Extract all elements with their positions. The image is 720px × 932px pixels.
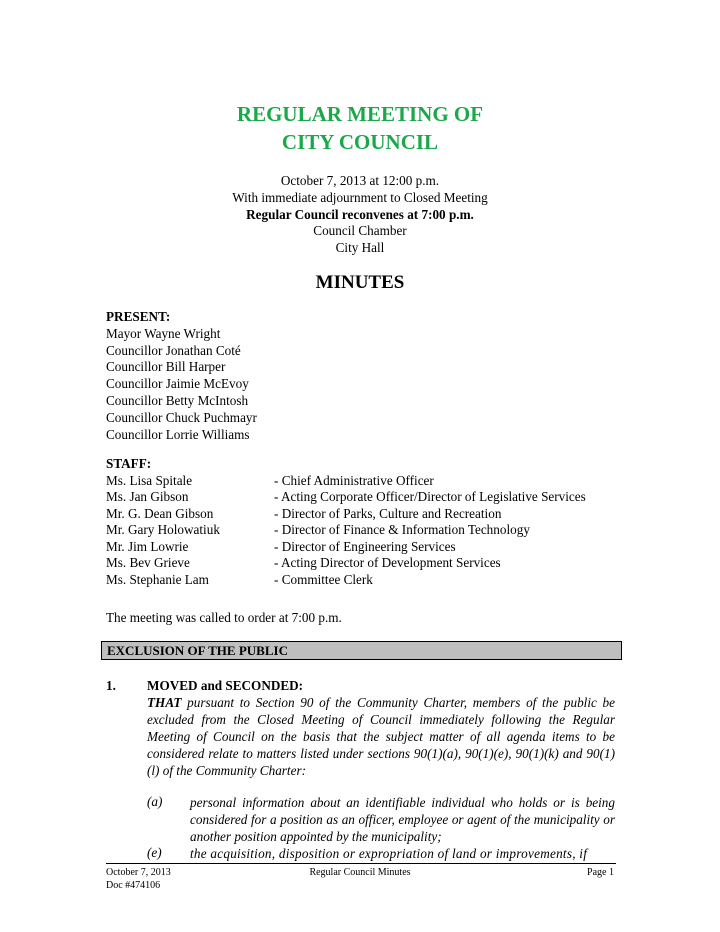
staff-row	[106, 489, 626, 506]
staff-row	[106, 539, 626, 556]
present-label: PRESENT:	[106, 309, 171, 324]
present-section	[106, 309, 257, 443]
footer-divider	[106, 863, 616, 864]
footer-page: Page 1	[587, 867, 614, 878]
staff-row	[106, 572, 626, 589]
footer-doc-number: Doc #474106	[106, 880, 161, 891]
motion-item-letter: (a)	[147, 794, 163, 809]
present-member: Councillor Chuck Puchmayr	[106, 409, 257, 425]
location-chamber: Council Chamber	[313, 223, 407, 238]
staff-role: - Director of Engineering Services	[274, 538, 456, 554]
staff-row	[106, 473, 626, 490]
staff-name: Ms. Jan Gibson	[106, 489, 189, 504]
staff-label: STAFF:	[106, 456, 152, 471]
present-member: Councillor Bill Harper	[106, 359, 226, 375]
motion-item-text: the acquisition, disposition or expropriation of land or improvements, if	[190, 846, 588, 861]
motion-item-text: personal information about an identifiable individual who holds or is being considered for a position as an officer, employee or agent of the municipality or another position appointed by the municipality;	[190, 795, 615, 844]
staff-row	[106, 522, 626, 539]
location-hall: City Hall	[335, 240, 385, 255]
staff-row	[106, 506, 626, 523]
adjournment-note: With immediate adjournment to Closed Meeting	[232, 190, 488, 205]
meeting-date: October 7, 2013 at 12:00 p.m.	[280, 173, 440, 188]
title-line-1: REGULAR MEETING OF	[236, 102, 484, 126]
motion-that-word: THAT	[147, 695, 182, 710]
staff-row	[106, 555, 626, 572]
motion-number: 1.	[106, 678, 116, 693]
present-member: Councillor Jaimie McEvoy	[106, 376, 249, 392]
motion-body	[147, 694, 615, 779]
present-member: Councillor Jonathan Coté	[106, 342, 241, 358]
staff-name: Ms. Stephanie Lam	[106, 571, 209, 587]
present-member: Councillor Betty McIntosh	[106, 392, 249, 408]
staff-role: - Committee Clerk	[274, 571, 373, 587]
staff-section	[106, 456, 626, 588]
footer-center: Regular Council Minutes	[309, 867, 411, 878]
reconvene-note: Regular Council reconvenes at 7:00 p.m.	[246, 207, 474, 222]
motion-text: pursuant to Section 90 of the Community Charter, members of the public be excluded from the Closed Meeting of Council immediately following the Regular Meeting of Council on the basis that the subject matter of all agenda items to be considered relate to matters listed under sections 90(1)(a), 90(1)(e), 90(1)(k) and 90(1)(l) of the Community Charter:	[147, 695, 615, 778]
present-member: Councillor Lorrie Williams	[106, 426, 250, 442]
motion-heading: MOVED and SECONDED:	[147, 678, 304, 693]
title-line-2: CITY COUNCIL	[281, 130, 439, 154]
staff-role: - Acting Director of Development Services	[274, 555, 501, 570]
staff-name: Ms. Bev Grieve	[106, 555, 190, 570]
footer-date: October 7, 2013	[106, 867, 171, 878]
staff-role: - Director of Parks, Culture and Recreation	[274, 505, 502, 521]
present-member: Mayor Wayne Wright	[106, 325, 221, 341]
motion-item-letter: (e)	[147, 845, 162, 860]
staff-role: - Chief Administrative Officer	[274, 472, 434, 488]
staff-role: - Acting Corporate Officer/Director of Legislative Services	[274, 489, 586, 504]
staff-name: Mr. Gary Holowatiuk	[106, 522, 220, 537]
staff-name: Mr. Jim Lowrie	[106, 538, 189, 554]
staff-name: Mr. G. Dean Gibson	[106, 505, 214, 521]
section-heading: EXCLUSION OF THE PUBLIC	[107, 643, 288, 658]
document-type-heading: MINUTES	[315, 272, 405, 293]
call-to-order: The meeting was called to order at 7:00 p.m.	[106, 610, 342, 625]
staff-role: - Director of Finance & Information Technology	[274, 522, 530, 537]
section-heading-bar	[101, 641, 622, 660]
staff-name: Ms. Lisa Spitale	[106, 472, 193, 488]
